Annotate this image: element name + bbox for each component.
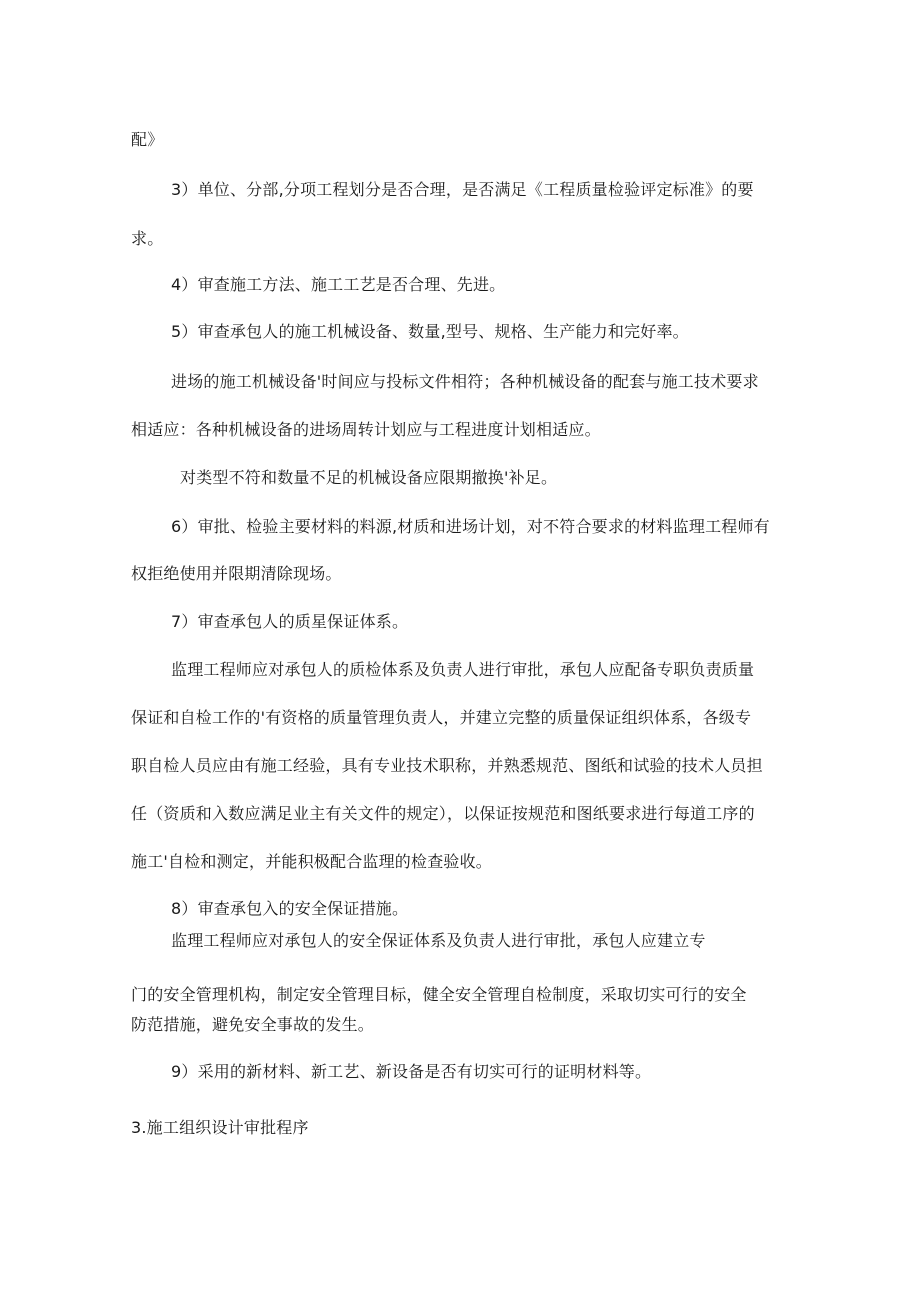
text-line: 9）采用的新材料、新工艺、新设备是否有切实可行的证明材料等。 <box>171 1062 652 1081</box>
text-line: 3.施工组织设计审批程序 <box>131 1118 309 1137</box>
text-line: 配》 <box>131 130 164 149</box>
text-line: 防范措施，避免安全事故的发生。 <box>131 1015 375 1034</box>
text-line: 对类型不符和数量不足的机械设备应限期撤换'补足。 <box>180 468 558 487</box>
text-line: 相适应：各种机械设备的进场周转计划应与工程进度计划相适应。 <box>131 420 601 439</box>
text-line: 进场的施工机械设备'时间应与投标文件相符；各种机械设备的配套与施工技术要求 <box>171 372 759 391</box>
text-line: 职自检人员应由有施工经验，具有专业技术职称，并熟悉规范、图纸和试验的技术人员担 <box>131 756 763 775</box>
text-line: 求。 <box>131 229 164 248</box>
text-line: 监理工程师应对承包人的质检体系及负责人进行审批，承包人应配备专职负责质量 <box>171 660 755 679</box>
text-line: 3）单位、分部,分项工程划分是否合理，是否满足《工程质量检验评定标准》的要 <box>171 180 754 199</box>
text-line: 施工'自检和测定，并能积极配合监理的检查验收。 <box>131 852 492 871</box>
text-line: 任（资质和入数应满足业主有关文件的规定），以保证按规范和图纸要求进行每道工序的 <box>131 804 755 823</box>
text-line: 4）审查施工方法、施工工艺是否合理、先进。 <box>171 275 506 294</box>
text-line: 监理工程师应对承包人的安全保证体系及负责人进行审批，承包人应建立专 <box>171 931 706 950</box>
text-line: 6）审批、检验主要材料的料源,材质和进场计划，对不符合要求的材料监理工程师有 <box>171 517 770 536</box>
text-line: 7）审查承包人的质星保证体系。 <box>171 612 409 631</box>
text-line: 权拒绝使用并限期清除现场。 <box>131 564 342 583</box>
text-line: 5）审查承包人的施工机械设备、数量,型号、规格、生产能力和完好率。 <box>171 322 689 341</box>
text-line: 8）审查承包入的安全保证措施。 <box>171 899 409 918</box>
text-line: 保证和自检工作的'有资格的质量管理负责人，并建立完整的质量保证组织体系，各级专 <box>131 708 752 727</box>
text-line: 门的安全管理机构，制定安全管理目标，健全安全管理自检制度，采取切实可行的安全 <box>131 985 747 1004</box>
